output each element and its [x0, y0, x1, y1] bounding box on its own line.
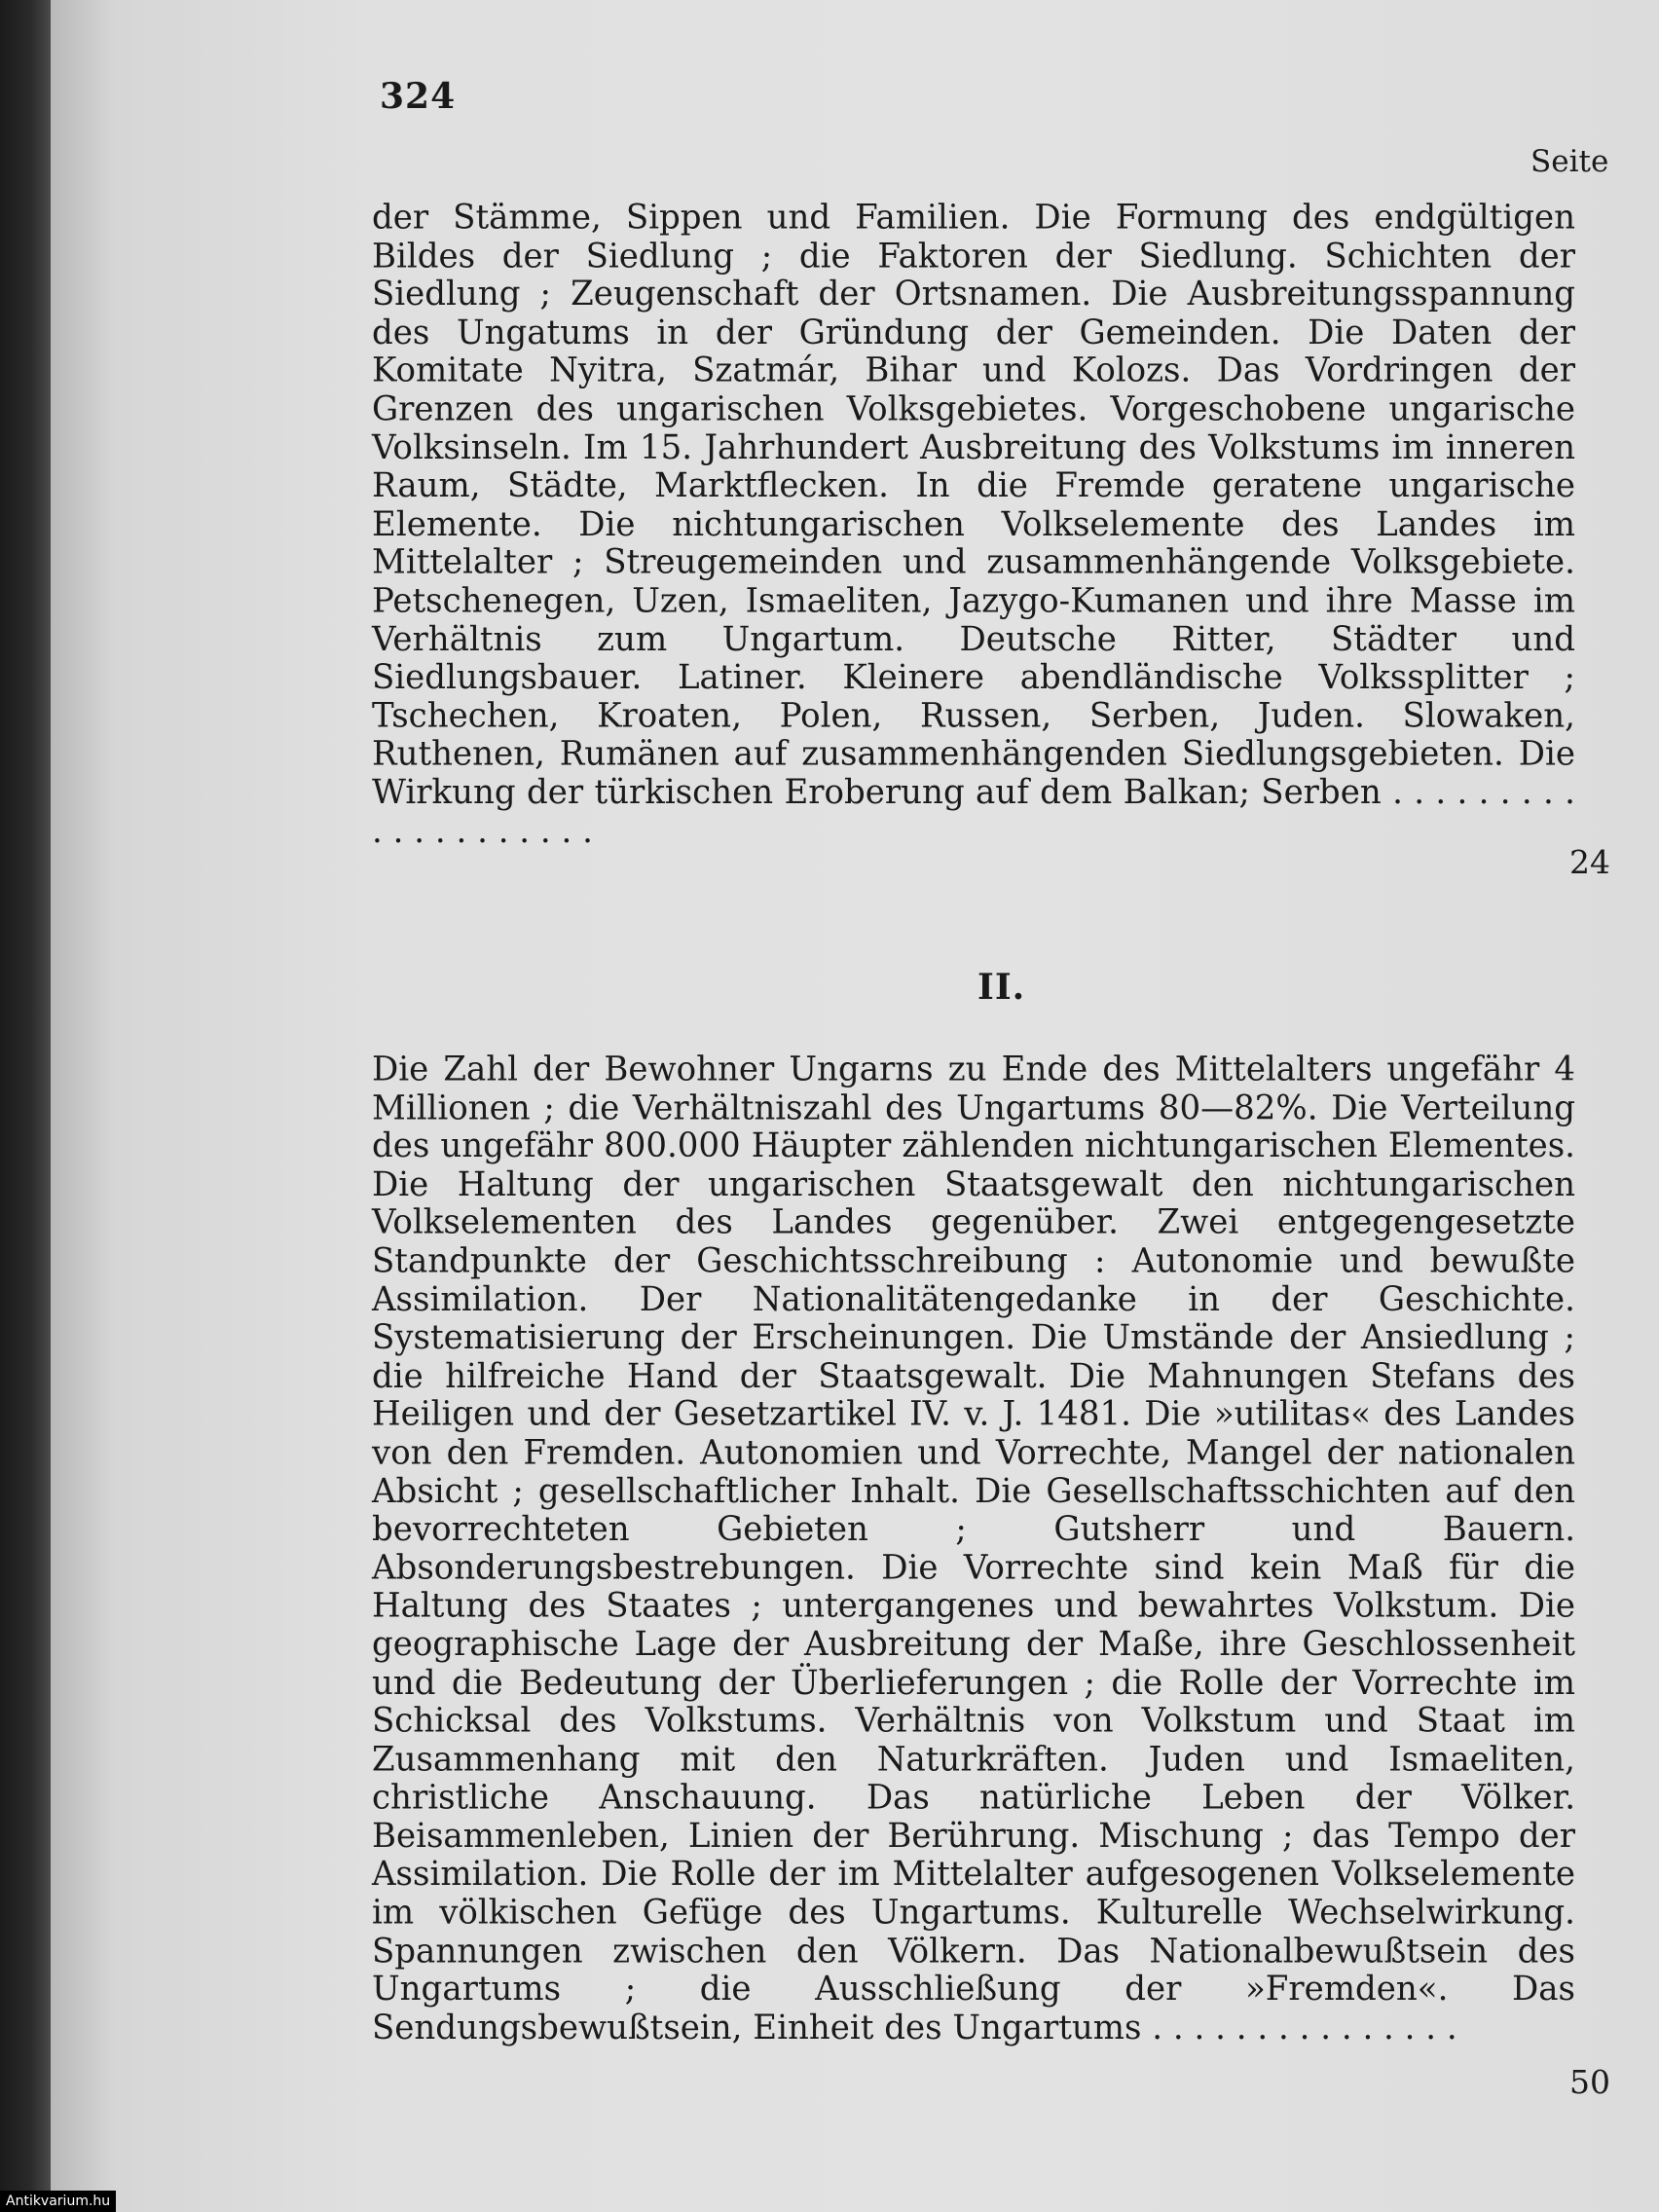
toc-entry	[372, 1051, 1575, 2047]
page-column-label: Seite	[1530, 144, 1609, 179]
toc-entry	[372, 199, 1575, 850]
book-spine-shadow	[0, 0, 51, 2212]
section-heading: II.	[977, 967, 1026, 1008]
toc-entry-text: der Stämme, Sippen und Familien. Die Formung des endgültigen Bildes der Siedlung ; die Faktoren der Siedlung. Schichten der Siedlung ; Zeugenschaft der Ortsnamen. Die Ausbreitungsspannung des Ungatums in der Gründung der Gemeinden. Die Daten der Komitate Nyitra, Szatmár, Bihar und Kolozs. Das Vordringen der Grenzen des ungarischen Volksgebietes. Vorgeschobene ungarische Volksinseln. Im 15. Jahrhundert Ausbreitung des Volkstums im inneren Raum, Städte, Marktflecken. In die Fremde geratene ungarische Elemente. Die nichtungarischen Volkselemente des Landes im Mittelalter ; Streugemeinden und zusammenhängende Volksgebiete. Petschenegen, Uzen, Ismaeliten, Jazygo-Kumanen und ihre Masse im Verhältnis zum Ungartum. Deutsche Ritter, Städter und Siedlungsbauer. Latiner. Kleinere abendländische Volkssplitter ; Tschechen, Kroaten, Polen, Russen, Serben, Juden. Slowaken, Ruthenen, Rumänen auf zusammenhängenden Siedlungsgebieten. Die Wirkung der türkischen Eroberung auf dem Balkan; Serben	[372, 197, 1575, 813]
watermark-label: Antikvarium.hu	[0, 2191, 116, 2212]
toc-page-reference: 24	[1569, 843, 1610, 881]
page-number: 324	[380, 76, 457, 117]
toc-page-reference: 50	[1569, 2063, 1610, 2101]
toc-entry-text: Die Zahl der Bewohner Ungarns zu Ende des Mittelalters ungefähr 4 Millionen ; die Verhältniszahl des Ungartums 80—82%. Die Verteilung des ungefähr 800.000 Häupter zählenden nichtungarischen Elementes. Die Haltung der ungarischen Staatsgewalt den nichtungarischen Volkselementen des Landes gegenüber. Zwei entgegengesetzte Standpunkte der Geschichtsschreibung : Autonomie und bewußte Assimilation. Der Nationalitätengedanke in der Geschichte. Systematisierung der Erscheinungen. Die Umstände der Ansiedlung ; die hilfreiche Hand der Staatsgewalt. Die Mahnungen Stefans des Heiligen und der Gesetzartikel IV. v. J. 1481. Die »utilitas« des Landes von den Fremden. Autonomien und Vorrechte, Mangel der nationalen Absicht ; gesellschaftlicher Inhalt. Die Gesellschaftsschichten auf den bevorrechteten Gebieten ; Gutsherr und Bauern. Absonderungsbestrebungen. Die Vorrechte sind kein Maß für die Haltung des Staates ; untergangenes und bewahrtes Volkstum. Die geographische Lage der Ausbreitung der Maße, ihre Geschlossenheit und die Bedeutung der Überlieferungen ; die Rolle der Vorrechte im Schicksal des Volkstums. Verhältnis von Volkstum und Staat im Zusammenhang mit den Naturkräften. Juden und Ismaeliten, christliche Anschauung. Das natürliche Leben der Völker. Beisammenleben, Linien der Berührung. Mischung ; das Tempo der Assimilation. Die Rolle der im Mittelalter aufgesogenen Volkselemente im völkischen Gefüge des Ungartums. Kulturelle Wechselwirkung. Spannungen zwischen den Völkern. Das Nationalbewußtsein des Ungartums ; die Ausschließung der »Fremden«. Das Sendungsbewußtsein, Einheit des Ungartums	[372, 1049, 1575, 2047]
book-page	[51, 0, 1659, 2212]
dot-leader: . . . . . . . . . . . . . . . . . . . .	[372, 772, 1575, 851]
dot-leader: . . . . . . . . . . . . . . .	[1141, 2008, 1457, 2047]
